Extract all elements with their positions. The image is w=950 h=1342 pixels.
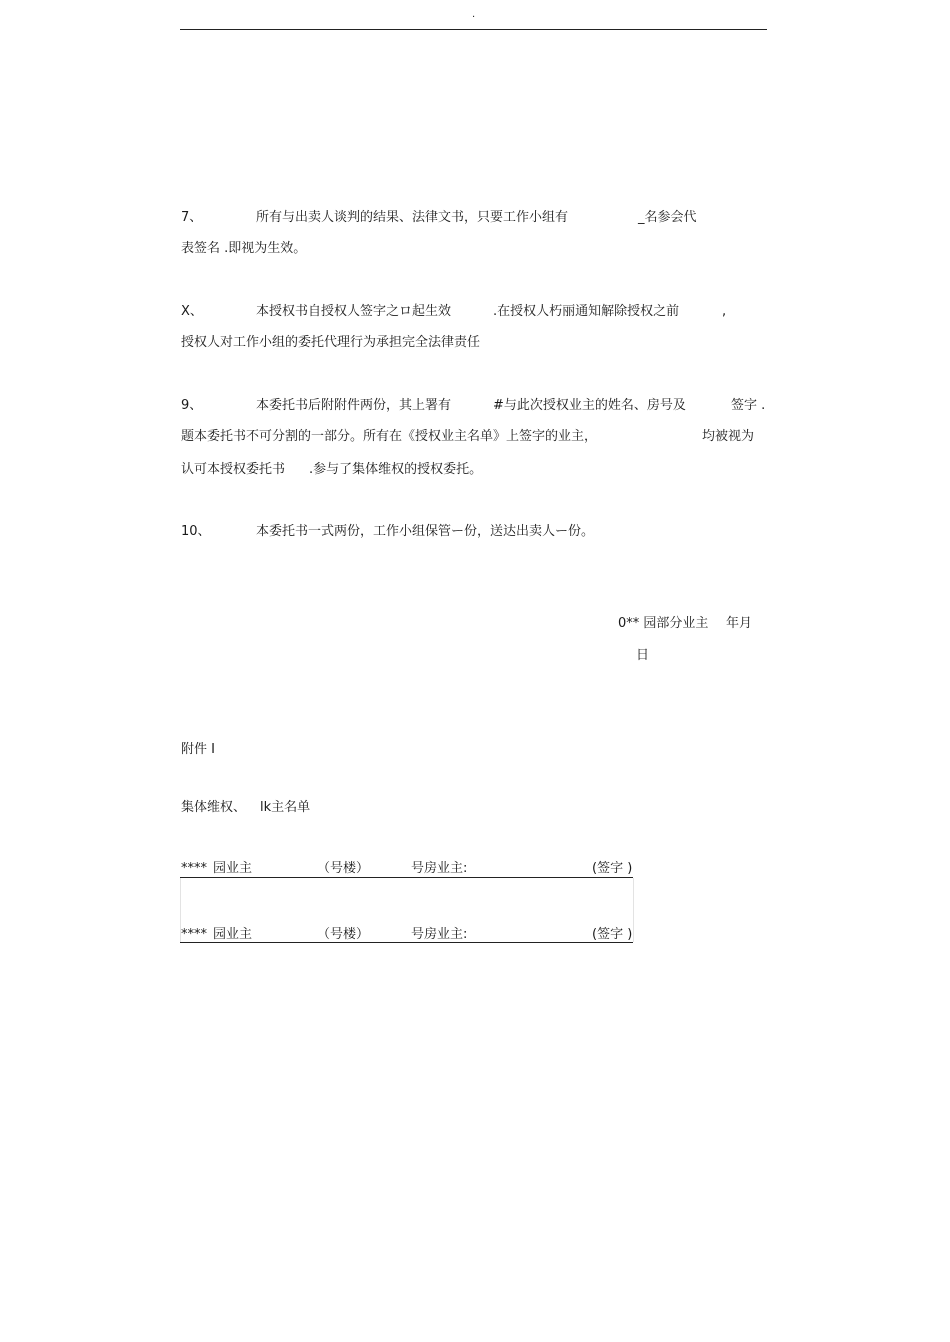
attachment-title: 附件 I [181,742,215,757]
clause-7-number: 7、 [181,210,203,225]
signer-building: （号楼） [317,927,370,942]
clause-9-line2: 题本委托书不可分割的一部分。所有在《授权业主名单》上签字的业主， [181,429,598,444]
clause-8-number: X、 [181,304,203,319]
signer-stars: **** [181,861,207,876]
signer-signature: (签字 ) [592,927,633,942]
signer-signature: (签字 ) [592,861,633,876]
signer-room: 号房业主: [411,927,468,942]
header-rule [180,29,767,30]
clause-9-line2-tail: 均被视为 [702,429,755,444]
signature-party: 0** 园部分业主 [618,616,709,631]
clause-9-text-mid: #与此次授权业主的姓名、房号及 [493,398,686,413]
signature-day-label: 日 [636,648,650,663]
signature-date-label: 年月 [726,616,753,631]
clause-10-text: 本委托书一式两份，工作小组保管ー份，送达出卖人ー份。 [256,524,595,539]
clause-10-number: 10、 [181,524,211,539]
header-mark: . [472,9,476,20]
clause-9-number: 9、 [181,398,203,413]
clause-8-text-tail: , [722,304,727,319]
clause-9-line3: 认可本授权委托书 [181,462,286,477]
signer-row-rule [180,877,633,878]
signer-owner: 园业主 [213,927,253,942]
attachment-subtitle: 集体维权、 [181,800,247,815]
clause-8-text-mid: .在授权人朽丽通知解除授权之前 [493,304,680,319]
signer-building: （号楼） [317,861,370,876]
clause-8-line2: 授权人对工作小组的委托代理行为承担完全法律责任 [181,335,481,350]
signer-room: 号房业主: [411,861,468,876]
signer-stars: **** [181,927,207,942]
clause-9-line3-tail: .参与了集体维权的授权委托。 [309,462,483,477]
clause-9-text-tail: 签字 . [731,398,766,413]
attachment-subtitle-tail: lk主名单 [260,800,311,815]
clause-8-text: 本授权书自授权人签字之ロ起生效 [256,304,452,319]
clause-7-line2: 表签名 .即视为生效。 [181,241,307,256]
signer-row-rule [180,942,633,943]
signer-owner: 园业主 [213,861,253,876]
clause-7-text: 所有与出卖人谈判的结果、法律文书，只要工作小组有 [256,210,569,225]
clause-7-text-tail: _名参会代 [638,210,697,225]
clause-9-text: 本委托书后附附件两份，其上署有 [256,398,452,413]
